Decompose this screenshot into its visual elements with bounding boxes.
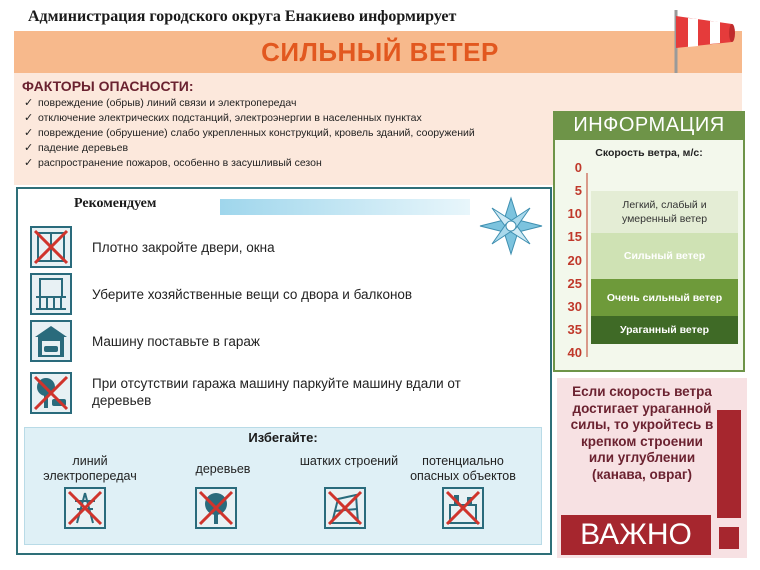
avoid-item xyxy=(284,454,414,469)
page-title: СИЛЬНЫЙ ВЕТЕР xyxy=(261,37,499,67)
avoid-label: деревьев xyxy=(195,462,251,476)
exclamation-icon xyxy=(717,410,741,518)
org-heading: Администрация городского округа Енакиево информирует xyxy=(28,8,457,25)
hazards-list xyxy=(24,96,524,171)
scale-band: Ураганный ветер xyxy=(591,316,738,344)
avoid-title: Избегайте: xyxy=(248,430,318,445)
scale-tick: 10 xyxy=(567,206,582,222)
recommend-item xyxy=(30,226,540,270)
shaky-building-icon xyxy=(324,487,366,529)
info-title: ИНФОРМАЦИЯ xyxy=(553,111,745,140)
important-label: ВАЖНО xyxy=(561,515,711,555)
recommend-text: Машину поставьте в гараж xyxy=(92,334,260,349)
avoid-label: линий электропередач xyxy=(43,454,137,483)
recommend-title: Рекомендуем xyxy=(74,196,157,211)
closed-window-icon xyxy=(30,226,72,268)
garage-icon xyxy=(30,320,72,362)
recommend-item xyxy=(30,372,540,416)
checkmark-icon: ✓ xyxy=(24,157,34,169)
avoid-item xyxy=(158,462,288,477)
hazard-item: ✓ повреждение (обрушение) слабо укрепленных конструкций, кровель зданий, сооружений xyxy=(24,127,475,139)
hazards-title: ФАКТОРЫ ОПАСНОСТИ: xyxy=(22,78,194,94)
scale-band: Сильный ветер xyxy=(591,233,738,279)
avoid-label: потенциально опасных объектов xyxy=(410,454,516,483)
scale-tick: 35 xyxy=(567,321,582,337)
hazard-item: ✓ падение деревьев xyxy=(24,142,129,154)
scale-tick: 20 xyxy=(567,252,582,268)
balcony-icon xyxy=(30,273,72,315)
scale-tick: 0 xyxy=(574,160,582,175)
hazard-item: ✓ повреждение (обрыв) линий связи и электропередач xyxy=(24,97,297,109)
checkmark-icon: ✓ xyxy=(24,142,34,154)
scale-tick: 25 xyxy=(567,275,582,291)
hazardous-object-icon xyxy=(442,487,484,529)
scale-axis xyxy=(586,173,588,357)
tree-icon xyxy=(195,487,237,529)
checkmark-icon: ✓ xyxy=(24,97,34,109)
scale-tick: 5 xyxy=(574,183,582,199)
scale-tick: 15 xyxy=(567,229,582,245)
avoid-label: шатких строений xyxy=(299,454,399,468)
warning-text: Если скорость ветра достигает ураганной силы, то укройтесь в крепком строении или углублении (канава, овраг) xyxy=(570,384,714,482)
checkmark-icon: ✓ xyxy=(24,127,34,139)
recommend-item xyxy=(30,273,540,317)
scale-band: Легкий, слабый и умеренный ветер xyxy=(591,191,738,233)
avoid-item xyxy=(398,454,528,484)
checkmark-icon: ✓ xyxy=(24,112,34,124)
car-under-tree-icon xyxy=(30,372,72,414)
recommend-text: При отсутствии гаража машину паркуйте машину вдали от деревьев xyxy=(92,376,461,408)
scale-band: Очень сильный ветер xyxy=(591,279,738,316)
exclamation-dot xyxy=(719,527,739,549)
power-line-icon xyxy=(64,487,106,529)
recommend-text: Уберите хозяйственные вещи со двора и балконов xyxy=(92,287,413,302)
scale-tick: 40 xyxy=(567,345,582,360)
recommend-text: Плотно закройте двери, окна xyxy=(92,240,275,255)
scale-subtitle: Скорость ветра, м/с: xyxy=(595,147,703,159)
hazard-item: ✓ отключение электрических подстанций, электроэнергии в населенных пунктах xyxy=(24,112,422,124)
recommend-item xyxy=(30,320,540,364)
scale-tick: 30 xyxy=(567,298,582,314)
avoid-item xyxy=(25,454,155,484)
hazard-item: ✓ распространение пожаров, особенно в засушливый сезон xyxy=(24,157,322,169)
title-gradient-bar xyxy=(220,199,470,215)
